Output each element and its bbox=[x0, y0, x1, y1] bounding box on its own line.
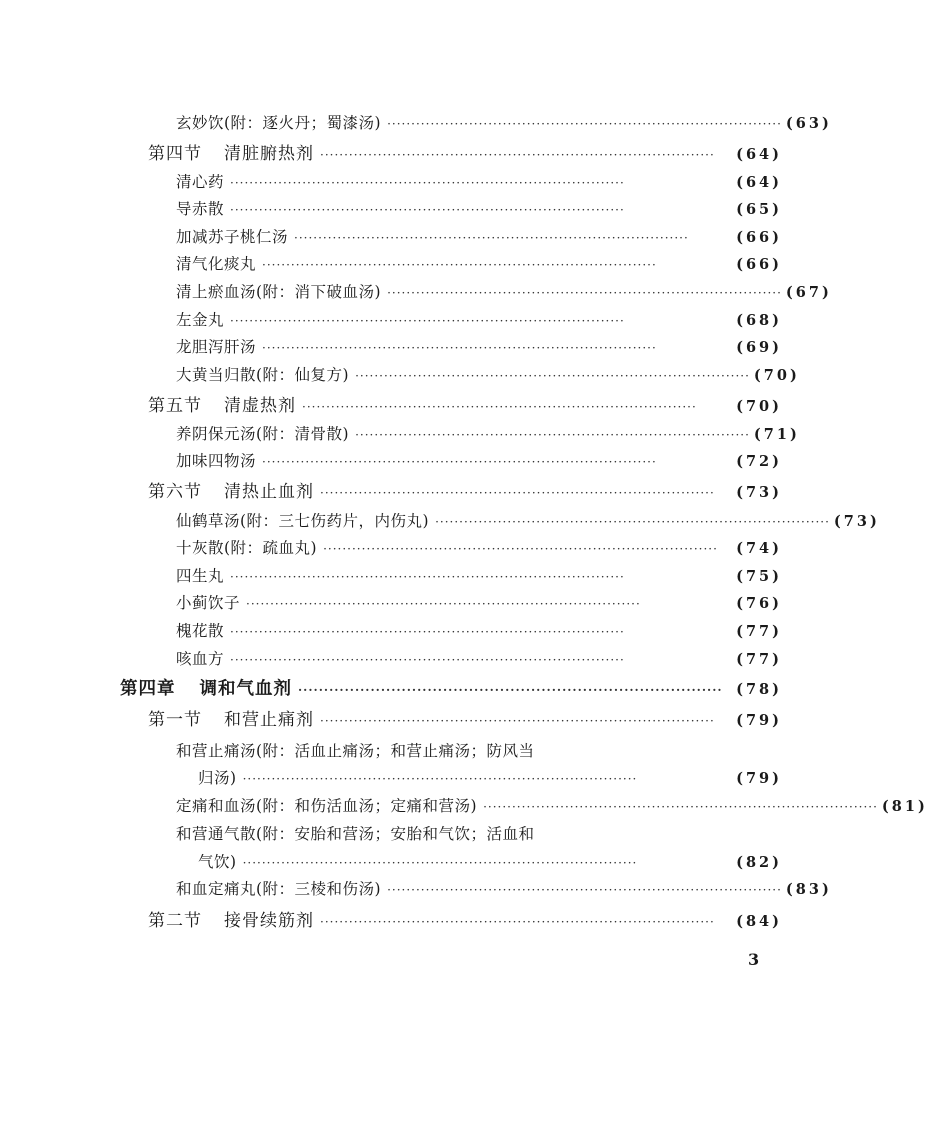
section-name: 清热止血剂 bbox=[224, 482, 314, 502]
leader-dots: ·················································································· bbox=[320, 486, 715, 500]
toc-entry[interactable] bbox=[176, 511, 880, 532]
toc-entry[interactable] bbox=[176, 199, 782, 220]
toc-entry-page: (81) bbox=[881, 798, 928, 815]
toc-entry-title: 清气化痰丸 bbox=[176, 255, 257, 273]
leader-dots: ·················································································· bbox=[355, 369, 750, 383]
toc-entry-page: (66) bbox=[736, 256, 782, 273]
toc-entry-page: (68) bbox=[736, 312, 782, 329]
toc-entry-title: 十灰散(附：疏血丸) bbox=[176, 539, 318, 557]
toc-chapter-title bbox=[120, 679, 292, 699]
leader-dots: ·················································································· bbox=[320, 714, 715, 728]
toc-entry-title: 清心药 bbox=[176, 173, 225, 191]
section-number: 第二节 bbox=[148, 911, 202, 931]
toc-entry-title[interactable]: 和营通气散(附：安胎和营汤；安胎和气饮；活血和 bbox=[176, 825, 535, 843]
toc-entry-title-continued: 归汤) bbox=[198, 769, 237, 787]
toc-entry-continuation[interactable] bbox=[198, 768, 782, 789]
section-name: 清虚热剂 bbox=[224, 396, 296, 416]
toc-entry[interactable] bbox=[176, 424, 800, 445]
leader-dots: ·················································································· bbox=[246, 597, 641, 611]
toc-entry-page: (76) bbox=[736, 595, 782, 612]
leader-dots: ·················································································· bbox=[230, 203, 625, 217]
toc-entry-title: 玄妙饮(附：逐火丹；蜀漆汤) bbox=[176, 114, 382, 132]
toc-entry-title: 加味四物汤 bbox=[176, 452, 257, 470]
toc-entry[interactable] bbox=[176, 310, 782, 331]
toc-entry-page: (79) bbox=[736, 770, 782, 787]
toc-entry-page: (67) bbox=[785, 284, 832, 301]
toc-entry[interactable] bbox=[176, 337, 782, 358]
toc-entry-page: (77) bbox=[736, 651, 782, 668]
toc-entry-page: (83) bbox=[785, 881, 832, 898]
toc-entry[interactable] bbox=[176, 451, 782, 472]
toc-entry-page: (79) bbox=[736, 712, 782, 729]
toc-entry[interactable] bbox=[176, 796, 928, 817]
toc-entry-page: (73) bbox=[736, 484, 782, 501]
toc-entry-page: (72) bbox=[736, 453, 782, 470]
toc-entry[interactable] bbox=[176, 113, 832, 134]
toc-entry-title: 左金丸 bbox=[176, 311, 225, 329]
toc-entry-title: 清上瘀血汤(附：消下破血汤) bbox=[176, 283, 382, 301]
toc-entry-page: (69) bbox=[736, 339, 782, 356]
chapter-number: 第四章 bbox=[120, 679, 176, 699]
toc-entry-page: (70) bbox=[736, 398, 782, 415]
leader-dots: ·················································································· bbox=[355, 428, 750, 442]
toc-section-title bbox=[148, 144, 314, 164]
toc-entry[interactable] bbox=[176, 282, 832, 303]
leader-dots: ·················································································· bbox=[262, 341, 657, 355]
leader-dots: ·················································································· bbox=[435, 515, 830, 529]
toc-entry-title: 槐花散 bbox=[176, 622, 225, 640]
toc-section[interactable] bbox=[148, 482, 782, 503]
section-number: 第六节 bbox=[148, 482, 202, 502]
toc-entry-title: 仙鹤草汤(附：三七伤药片，内伤丸) bbox=[176, 512, 430, 530]
toc-entry-title: 大黄当归散(附：仙复方) bbox=[176, 366, 350, 384]
toc-section[interactable] bbox=[148, 710, 782, 731]
toc-section[interactable] bbox=[148, 396, 782, 417]
toc-chapter[interactable] bbox=[120, 679, 782, 700]
toc-section-title bbox=[148, 911, 314, 931]
toc-entry-title: 龙胆泻肝汤 bbox=[176, 338, 257, 356]
leader-dots: ·················································································· bbox=[242, 856, 638, 870]
section-name: 和营止痛剂 bbox=[224, 710, 314, 730]
leader-dots: ·················································································· bbox=[298, 683, 723, 697]
chapter-name: 调和气血剂 bbox=[199, 679, 292, 699]
toc-entry[interactable] bbox=[176, 649, 782, 670]
toc-entry-title[interactable]: 和营止痛汤(附：活血止痛汤；和营止痛汤；防风当 bbox=[176, 742, 535, 760]
leader-dots: ·················································································· bbox=[230, 176, 625, 190]
toc-section[interactable] bbox=[148, 144, 782, 165]
toc-entry-title: 导赤散 bbox=[176, 200, 225, 218]
leader-dots: ·················································································· bbox=[387, 117, 782, 131]
section-number: 第五节 bbox=[148, 396, 202, 416]
toc-entry-title: 养阴保元汤(附：清骨散) bbox=[176, 425, 350, 443]
leader-dots: ·················································································· bbox=[302, 400, 697, 414]
toc-entry-title: 四生丸 bbox=[176, 567, 225, 585]
leader-dots: ·················································································· bbox=[320, 148, 715, 162]
toc-entry[interactable] bbox=[176, 365, 800, 386]
toc-entry-title: 小蓟饮子 bbox=[176, 594, 241, 612]
toc-entry-title: 和血定痛丸(附：三棱和伤汤) bbox=[176, 880, 382, 898]
leader-dots: ·················································································· bbox=[230, 314, 625, 328]
section-number: 第四节 bbox=[148, 144, 202, 164]
leader-dots: ·················································································· bbox=[483, 800, 878, 814]
page-number: 3 bbox=[748, 950, 760, 969]
toc-entry-page: (66) bbox=[736, 229, 782, 246]
section-name: 接骨续筋剂 bbox=[224, 911, 314, 931]
leader-dots: ·················································································· bbox=[294, 231, 689, 245]
toc-entry-title: 加减苏子桃仁汤 bbox=[176, 228, 289, 246]
toc-entry[interactable] bbox=[176, 566, 782, 587]
leader-dots: ·················································································· bbox=[230, 653, 625, 667]
toc-section-title bbox=[148, 482, 314, 502]
leader-dots: ·················································································· bbox=[242, 772, 638, 786]
toc-entry-continuation[interactable] bbox=[198, 852, 782, 873]
toc-entry-page: (64) bbox=[736, 146, 782, 163]
toc-entry[interactable] bbox=[176, 227, 782, 248]
toc-entry-page: (63) bbox=[785, 115, 832, 132]
toc-entry-page: (74) bbox=[736, 540, 782, 557]
toc-entry-title: 咳血方 bbox=[176, 650, 225, 668]
section-name: 清脏腑热剂 bbox=[224, 144, 314, 164]
toc-entry-page: (65) bbox=[736, 201, 782, 218]
toc-entry[interactable] bbox=[176, 621, 782, 642]
toc-entry[interactable] bbox=[176, 172, 782, 193]
toc-entry-page: (73) bbox=[833, 513, 880, 530]
leader-dots: ·················································································· bbox=[387, 883, 782, 897]
toc-entry-page: (82) bbox=[736, 854, 782, 871]
leader-dots: ·················································································· bbox=[262, 455, 657, 469]
toc-entry-page: (78) bbox=[736, 681, 782, 698]
toc-entry[interactable] bbox=[176, 538, 782, 559]
toc-entry-title-continued: 气饮) bbox=[198, 853, 237, 871]
leader-dots: ·················································································· bbox=[262, 258, 657, 272]
toc-entry-page: (71) bbox=[753, 426, 800, 443]
toc-entry-page: (75) bbox=[736, 568, 782, 585]
toc-entry-title: 定痛和血汤(附：和伤活血汤；定痛和营汤) bbox=[176, 797, 478, 815]
toc-entry-page: (64) bbox=[736, 174, 782, 191]
leader-dots: ·················································································· bbox=[230, 625, 625, 639]
leader-dots: ·················································································· bbox=[323, 542, 718, 556]
section-number: 第一节 bbox=[148, 710, 202, 730]
toc-entry-page: (77) bbox=[736, 623, 782, 640]
toc-section-title bbox=[148, 710, 314, 730]
toc-entry[interactable] bbox=[176, 879, 832, 900]
toc-entry[interactable] bbox=[176, 254, 782, 275]
toc-section[interactable] bbox=[148, 911, 782, 932]
leader-dots: ·················································································· bbox=[320, 915, 715, 929]
toc-entry-page: (70) bbox=[753, 367, 800, 384]
toc-entry-page: (84) bbox=[736, 913, 782, 930]
leader-dots: ·················································································· bbox=[230, 570, 625, 584]
toc-section-title bbox=[148, 396, 296, 416]
toc-entry[interactable] bbox=[176, 593, 782, 614]
leader-dots: ·················································································· bbox=[387, 286, 782, 300]
